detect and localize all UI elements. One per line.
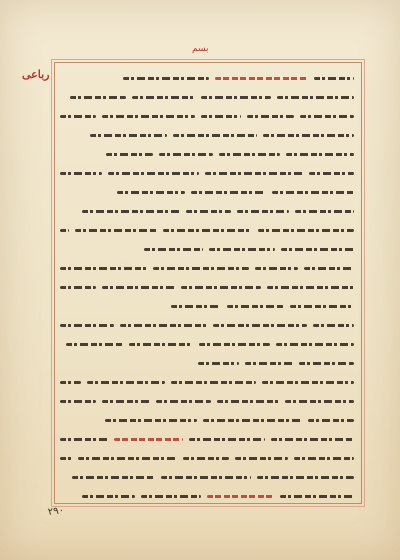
ink-stroke	[70, 96, 126, 99]
ink-stroke	[263, 134, 354, 137]
script-line	[60, 184, 354, 203]
ink-stroke	[277, 96, 354, 99]
ink-stroke	[60, 115, 96, 118]
ink-stroke	[60, 324, 114, 327]
ink-stroke	[281, 248, 354, 251]
folio-number: ٢٩٠	[47, 504, 65, 519]
ink-stroke	[295, 210, 354, 213]
script-line	[60, 393, 354, 412]
script-line	[60, 431, 354, 450]
ink-stroke	[309, 172, 354, 175]
ink-stroke	[102, 286, 175, 289]
ink-stroke	[201, 115, 241, 118]
ink-stroke	[120, 324, 207, 327]
ink-stroke	[247, 115, 294, 118]
ink-stroke	[227, 305, 284, 308]
script-line	[60, 279, 354, 298]
ink-stroke	[129, 343, 193, 346]
ink-stroke	[245, 362, 293, 365]
ink-stroke	[203, 419, 302, 422]
ink-stroke	[60, 457, 72, 460]
ink-stroke	[186, 210, 231, 213]
script-line	[60, 374, 354, 393]
ink-stroke	[201, 96, 271, 99]
ink-stroke	[173, 134, 257, 137]
script-line	[60, 127, 354, 146]
ink-stroke	[171, 381, 256, 384]
ink-stroke	[213, 324, 307, 327]
ink-stroke	[215, 77, 308, 80]
ink-stroke	[280, 495, 354, 498]
ink-stroke	[117, 191, 185, 194]
ink-stroke	[300, 115, 354, 118]
ink-stroke	[123, 77, 209, 80]
script-line	[60, 203, 354, 222]
ink-stroke	[237, 210, 289, 213]
ink-stroke	[294, 457, 354, 460]
ink-stroke	[161, 476, 251, 479]
script-line	[60, 450, 354, 469]
ink-stroke	[60, 286, 96, 289]
ink-stroke	[308, 419, 354, 422]
ink-stroke	[258, 229, 354, 232]
ink-stroke	[219, 153, 280, 156]
ink-stroke	[271, 438, 354, 441]
script-line	[60, 146, 354, 165]
ink-stroke	[60, 229, 69, 232]
ink-stroke	[60, 172, 102, 175]
script-line	[60, 241, 354, 260]
ink-stroke	[286, 153, 354, 156]
ink-stroke	[181, 286, 261, 289]
script-line	[60, 89, 354, 108]
ink-stroke	[267, 286, 354, 289]
script-line	[60, 355, 354, 374]
ink-stroke	[272, 191, 354, 194]
ink-stroke	[299, 362, 354, 365]
ink-stroke	[163, 229, 252, 232]
script-line	[60, 336, 354, 355]
ink-stroke	[159, 153, 213, 156]
script-line	[60, 165, 354, 184]
ink-stroke	[183, 457, 229, 460]
ink-stroke	[189, 438, 265, 441]
ink-stroke	[191, 191, 266, 194]
ink-stroke	[156, 400, 211, 403]
ink-stroke	[257, 476, 354, 479]
ink-stroke	[153, 267, 249, 270]
ink-stroke	[209, 248, 275, 251]
ink-stroke	[60, 400, 96, 403]
ink-stroke	[285, 400, 354, 403]
ink-stroke	[235, 457, 288, 460]
ink-stroke	[255, 267, 298, 270]
margin-heading: رباعی	[22, 68, 50, 81]
ink-stroke	[82, 210, 180, 213]
ink-stroke	[114, 438, 183, 441]
ink-stroke	[66, 343, 123, 346]
ink-stroke	[198, 362, 239, 365]
ink-stroke	[108, 172, 199, 175]
ink-stroke	[207, 495, 274, 498]
ink-stroke	[199, 343, 270, 346]
ink-stroke	[90, 134, 167, 137]
ink-stroke	[262, 381, 354, 384]
ink-stroke	[205, 172, 303, 175]
ink-stroke	[75, 229, 157, 232]
ink-stroke	[87, 381, 165, 384]
ink-stroke	[314, 77, 354, 80]
script-line	[60, 108, 354, 127]
ink-stroke	[171, 305, 221, 308]
ink-stroke	[141, 495, 201, 498]
script-line	[60, 317, 354, 336]
script-line	[60, 298, 354, 317]
top-mark: بسم	[192, 44, 209, 54]
ink-stroke	[132, 96, 195, 99]
ink-stroke	[78, 457, 177, 460]
script-line	[60, 70, 354, 89]
script-line	[60, 412, 354, 431]
ink-stroke	[60, 381, 81, 384]
text-block	[60, 70, 354, 507]
ink-stroke	[313, 324, 354, 327]
ink-stroke	[105, 419, 197, 422]
ink-stroke	[144, 248, 203, 251]
script-line	[60, 469, 354, 488]
script-line	[60, 260, 354, 279]
ink-stroke	[217, 400, 279, 403]
script-line	[60, 488, 354, 507]
ink-stroke	[60, 438, 108, 441]
ink-stroke	[60, 267, 147, 270]
ink-stroke	[276, 343, 354, 346]
ink-stroke	[82, 495, 135, 498]
ink-stroke	[304, 267, 354, 270]
ink-stroke	[102, 115, 195, 118]
ink-stroke	[290, 305, 354, 308]
script-line	[60, 222, 354, 241]
ink-stroke	[72, 476, 155, 479]
ink-stroke	[102, 400, 150, 403]
ink-stroke	[106, 153, 153, 156]
